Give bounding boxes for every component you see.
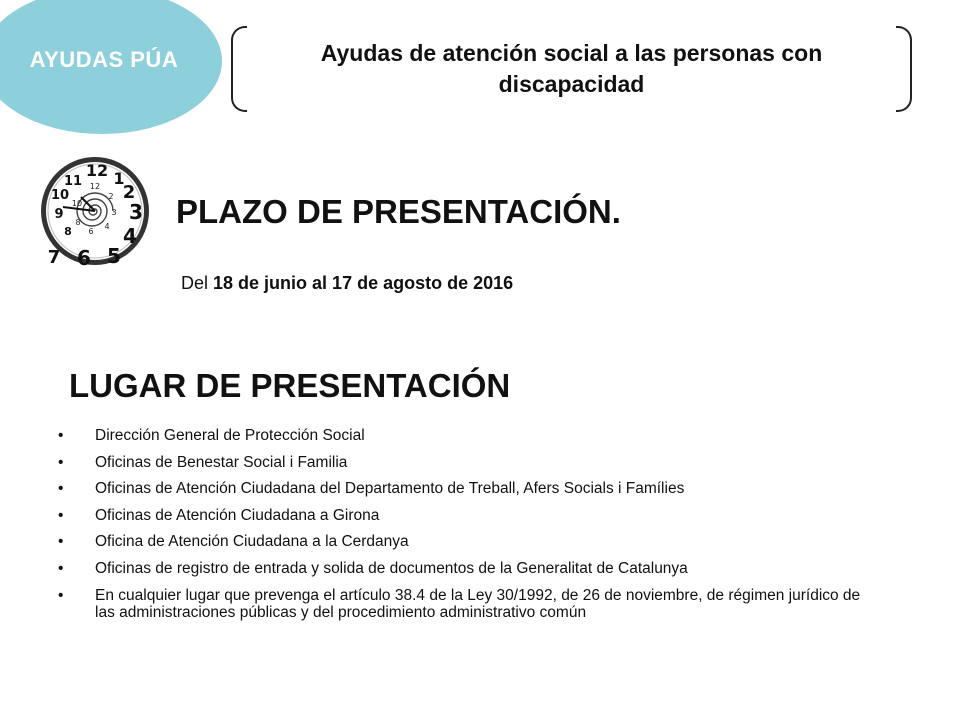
svg-text:4: 4	[123, 224, 137, 248]
bullet: •	[58, 586, 64, 604]
bullet: •	[58, 559, 64, 577]
svg-text:8: 8	[75, 218, 81, 227]
list-item-text: Oficinas de Atención Ciudadana a Girona	[95, 506, 380, 524]
list-item	[58, 480, 878, 497]
svg-text:12: 12	[89, 182, 101, 191]
svg-text:3: 3	[129, 200, 143, 224]
svg-text:7: 7	[47, 247, 61, 268]
svg-text:5: 5	[107, 244, 121, 268]
list-item	[58, 454, 878, 471]
left-bracket	[231, 26, 247, 112]
lugar-heading: LUGAR DE PRESENTACIÓN	[69, 367, 511, 404]
slide-title: Ayudas de atención social a las personas con discapacidad	[320, 40, 823, 97]
list-item	[58, 507, 878, 524]
lugar-list	[58, 427, 878, 630]
plazo-dates-value: 18 de junio al 17 de agosto de 2016	[213, 273, 514, 293]
list-item	[58, 533, 878, 550]
list-item-text: Oficina de Atención Ciudadana a la Cerdanya	[95, 533, 409, 551]
svg-text:12: 12	[85, 161, 109, 180]
svg-text:2: 2	[108, 192, 114, 201]
bullet: •	[58, 453, 64, 471]
svg-text:4: 4	[104, 222, 110, 231]
svg-text:1: 1	[113, 169, 125, 188]
svg-text:9: 9	[54, 207, 64, 222]
list-item	[58, 560, 878, 577]
plazo-heading: PLAZO DE PRESENTACIÓN.	[176, 193, 621, 230]
svg-text:2: 2	[122, 182, 136, 203]
svg-text:10: 10	[71, 199, 83, 208]
plazo-dates	[181, 273, 513, 294]
list-item	[58, 587, 878, 621]
svg-text:10: 10	[50, 188, 70, 203]
list-item	[58, 427, 878, 444]
list-item-text: Oficinas de Atención Ciudadana del Departamento de Treball, Afers Socials i Famílies	[95, 480, 685, 498]
bullet: •	[58, 427, 64, 444]
list-item-text: Dirección General de Protección Social	[95, 427, 365, 444]
clock-spiral-icon	[41, 155, 155, 269]
svg-text:8: 8	[64, 225, 72, 238]
bullet: •	[58, 533, 64, 551]
bullet: •	[58, 506, 64, 524]
svg-text:3: 3	[111, 208, 117, 217]
svg-text:11: 11	[63, 174, 83, 189]
right-bracket	[896, 26, 912, 112]
list-item-text: En cualquier lugar que prevenga el artículo 38.4 de la Ley 30/1992, de 26 de noviembre, de régimen jurídico de las administraciones públicas y del procedimiento administrativo común	[95, 586, 861, 621]
plazo-dates-prefix: Del	[181, 273, 209, 293]
list-item-text: Oficinas de registro de entrada y solida de documentos de la Generalitat de Catalunya	[95, 559, 688, 577]
title-frame	[231, 26, 912, 110]
list-item-text: Oficinas de Benestar Social i Familia	[95, 453, 348, 471]
badge-label: AYUDAS PÚA	[29, 47, 179, 72]
svg-text:6: 6	[88, 227, 94, 236]
bullet: •	[58, 480, 64, 498]
svg-text:6: 6	[77, 246, 91, 269]
